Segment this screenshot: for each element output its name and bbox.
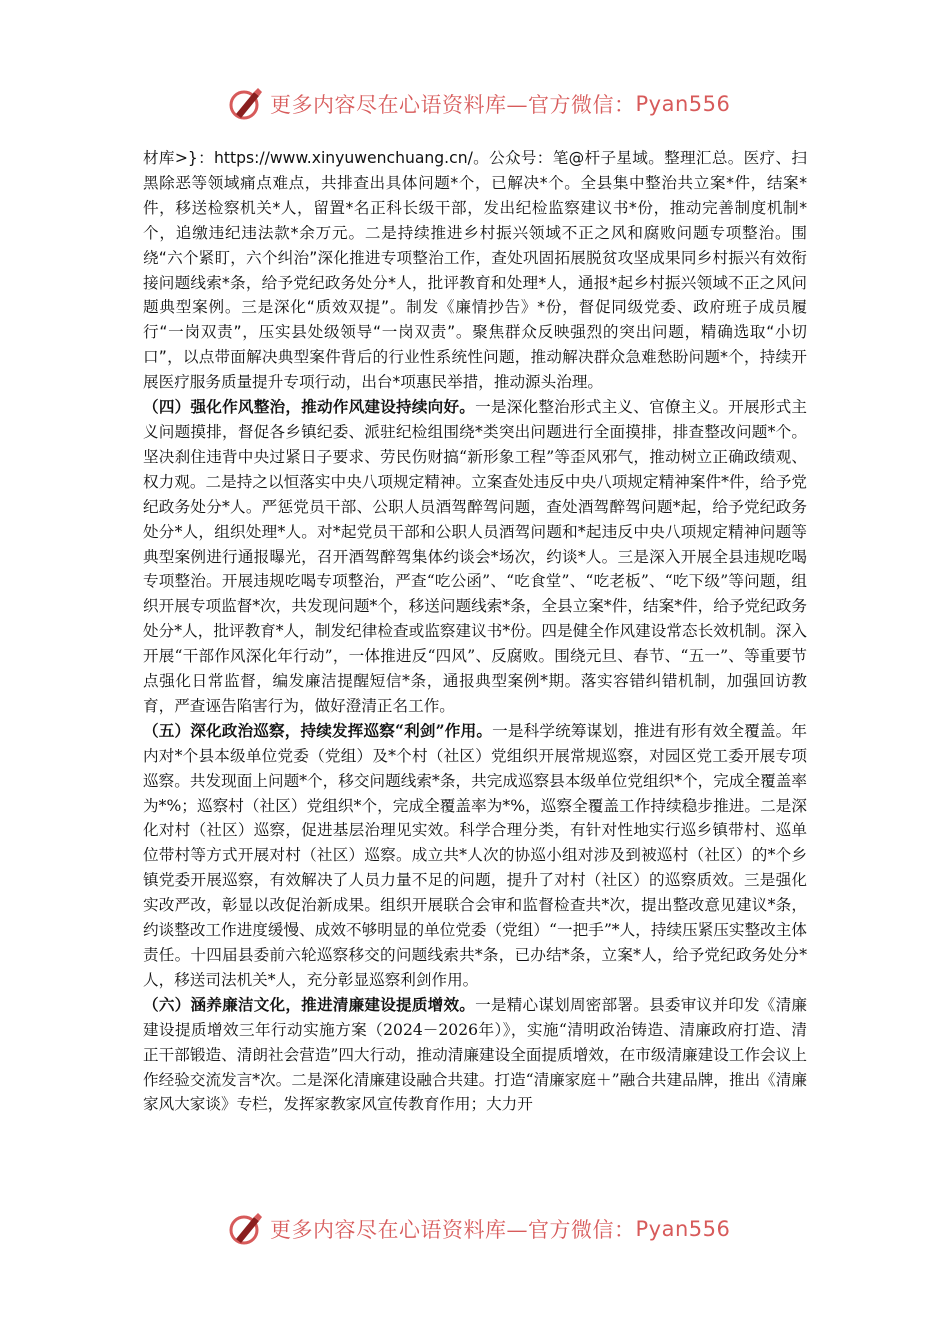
- paragraph-4: [143, 993, 807, 1118]
- section-5-body: 一是科学统筹谋划，推进有形有效全覆盖。年内对*个县本级单位党委（党组）及*个村（社区）党组织开展常规巡察，对园区党工委开展专项巡察。共发现面上问题*个，移交问题线索*条，共完成巡察县本级单位党组织*个，完成全覆盖率为*%；巡察村（社区）党组织*个，完成全覆盖率为*%，巡察全覆盖工作持续稳步推进。二是深化对村（社区）巡察，促进基层治理见实效。科学合理分类，有针对性地实行巡乡镇带村、巡单位带村等方式开展对村（社区）巡察。成立共*人次的协巡小组对涉及到被巡村（社区）的*个乡镇党委开展巡察，有效解决了人员力量不足的问题，提升了对村（社区）的巡察质效。三是强化实改严改，彰显以改促治新成果。组织开展联合会审和监督检查共*次，提出整改意见建议*条，约谈整改工作进度缓慢、成效不够明显的单位党委（党组）“一把手”*人，持续压紧压实整改主体责任。十四届县委前六轮巡察移交的问题线索共*条，已办结*条，立案*人，给予党纪政务处分*人，移送司法机关*人，充分彰显巡察利剑作用。: [143, 721, 807, 989]
- pen-logo-icon: [228, 86, 264, 122]
- watermark-banner-top: [0, 82, 950, 126]
- watermark-banner-bottom: [0, 1207, 950, 1251]
- paragraph-3: [143, 719, 807, 993]
- document-body: [143, 146, 807, 1117]
- section-6-body: 一是精心谋划周密部署。县委审议并印发《清廉建设提质增效三年行动实施方案（2024－2026年）》，实施“清明政治铸造、清廉政府打造、清正干部锻造、清朗社会营造”四大行动，推动清廉建设全面提质增效，在市级清廉建设工作会议上作经验交流发言*次。二是深化清廉建设融合共建。打造“清廉家庭＋”融合共建品牌，推出《清廉家风大家谈》专栏，发挥家教家风宣传教育作用；大力开: [143, 995, 807, 1114]
- section-6-heading: （六）涵养廉洁文化，推进清廉建设提质增效。: [143, 994, 476, 1014]
- paragraph-2: [143, 395, 807, 719]
- section-4-body: 一是深化整治形式主义、官僚主义。开展形式主义问题摸排，督促各乡镇纪委、派驻纪检组围绕*类突出问题进行全面摸排，排查整改问题*个。坚决刹住违背中央过紧日子要求、劳民伤财搞“新形象工程”等歪风邪气，推动树立正确政绩观、权力观。二是持之以恒落实中央八项规定精神。立案查处违反中央八项规定精神案件*件，给予党纪政务处分*人。严惩党员干部、公职人员酒驾醉驾问题，查处酒驾醉驾问题*起，给予党纪政务处分*人，组织处理*人。对*起党员干部和公职人员酒驾问题和*起违反中央八项规定精神问题等典型案例进行通报曝光，召开酒驾醉驾集体约谈会*场次，约谈*人。三是深入开展全县违规吃喝专项整治。开展违规吃喝专项整治，严查“吃公函”、“吃食堂”、“吃老板”、“吃下级”等问题，组织开展专项监督*次，共发现问题*个，移送问题线索*条，全县立案*件，结案*件，给予党纪政务处分*人，批评教育*人，制发纪律检查或监察建议书*份。四是健全作风建设常态长效机制。深入开展“干部作风深化年行动”，一体推进反“四风”、反腐败。围绕元旦、春节、“五一”、等重要节点强化日常监督，编发廉洁提醒短信*条，通报典型案例*期。落实容错纠错机制，加强回访教育，严查诬告陷害行为，做好澄清正名工作。: [143, 398, 807, 715]
- banner-wechat-id: Pyan556: [635, 1217, 731, 1241]
- banner-wechat-id: Pyan556: [635, 92, 731, 116]
- banner-text: 更多内容尽在心语资料库—官方微信：: [270, 93, 636, 117]
- section-5-heading: （五）深化政治巡察，持续发挥巡察“利剑”作用。: [143, 720, 493, 740]
- paragraph-1-body: 材库>}：https://www.xinyuwenchuang.cn/。公众号：笔@杆子星域。整理汇总。医疗、扫黑除恶等领域痛点难点，共排查出具体问题*个，已解决*个。全县集中整治共立案*件，结案*件，移送检察机关*人，留置*名正科长级干部，发出纪检监察建议书*份，推动完善制度机制*个，追缴违纪违法款*余万元。二是持续推进乡村振兴领域不正之风和腐败问题专项整治。围绕“六个紧盯，六个纠治”深化推进专项整治工作，查处巩固拓展脱贫攻坚成果同乡村振兴有效衔接问题线索*条，给予党纪政务处分*人，批评教育和处理*人，通报*起乡村振兴领域不正之风问题典型案例。三是深化“质效双提”。制发《廉情抄告》*份，督促同级党委、政府班子成员履行“一岗双责”，压实县处级领导“一岗双责”。聚焦群众反映强烈的突出问题，精确选取“小切口”，以点带面解决典型案件背后的行业性系统性问题，推动解决群众急难愁盼问题*个，持续开展医疗服务质量提升专项行动，出台*项惠民举措，推动源头治理。: [143, 149, 807, 392]
- banner-text: 更多内容尽在心语资料库—官方微信：: [270, 1218, 636, 1242]
- pen-logo-icon: [228, 1211, 264, 1247]
- section-4-heading: （四）强化作风整治，推动作风建设持续向好。: [143, 397, 476, 417]
- paragraph-1: [143, 146, 807, 395]
